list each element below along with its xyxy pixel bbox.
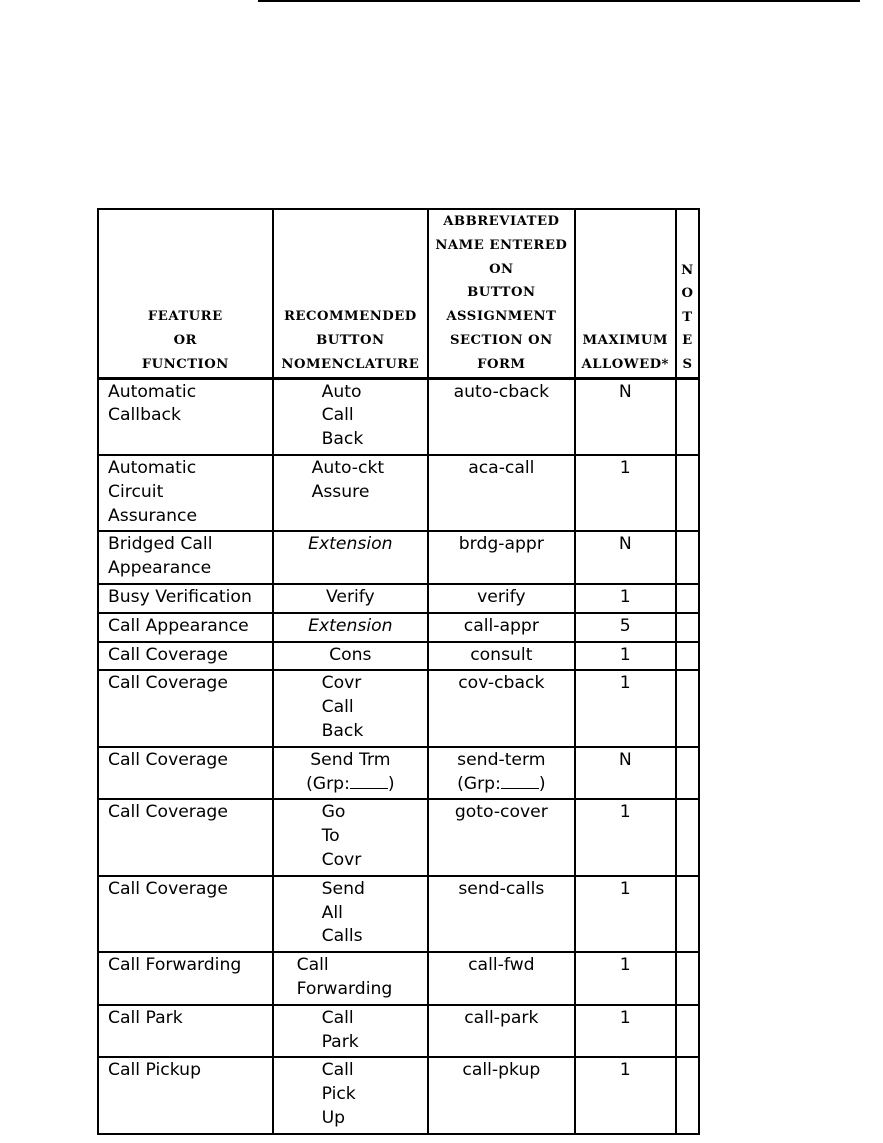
maximum-cell: 1: [575, 670, 676, 746]
table-row: [98, 455, 699, 531]
feature-cell: Call Appearance: [98, 613, 273, 642]
table-row: [98, 378, 699, 455]
notes-cell: [676, 876, 699, 952]
feature-cell: Call Coverage: [98, 747, 273, 800]
nomenclature-cell: Call Forwarding: [273, 952, 429, 1005]
notes-cell: [676, 747, 699, 800]
abbreviated-cell: call-pkup: [428, 1057, 574, 1133]
abbreviated-cell: goto-cover: [428, 799, 574, 875]
feature-cell: Call Pickup: [98, 1057, 273, 1133]
notes-cell: [676, 642, 699, 671]
feature-cell: Automatic Callback: [98, 378, 273, 455]
notes-cell: [676, 378, 699, 455]
abbreviated-cell: send-calls: [428, 876, 574, 952]
notes-cell: [676, 1057, 699, 1133]
abbreviated-cell: call-fwd: [428, 952, 574, 1005]
notes-cell: [676, 584, 699, 613]
blank-line: [501, 774, 539, 789]
feature-cell: Call Park: [98, 1005, 273, 1058]
notes-cell: [676, 613, 699, 642]
maximum-cell: 1: [575, 1005, 676, 1058]
nomenclature-cell: Auto Call Back: [273, 378, 429, 455]
maximum-cell: 1: [575, 952, 676, 1005]
maximum-cell: N: [575, 531, 676, 584]
maximum-cell: 1: [575, 455, 676, 531]
notes-cell: [676, 455, 699, 531]
abbreviated-cell: consult: [428, 642, 574, 671]
table-row: [98, 1057, 699, 1133]
table-row: [98, 613, 699, 642]
nomenclature-cell: Call Park: [273, 1005, 429, 1058]
nomenclature-cell: Cons: [273, 642, 429, 671]
table-row: [98, 531, 699, 584]
abbreviated-cell: call-park: [428, 1005, 574, 1058]
abbreviated-cell: send-term (Grp: ): [428, 747, 574, 800]
notes-cell: [676, 531, 699, 584]
maximum-cell: N: [575, 747, 676, 800]
notes-cell: [676, 670, 699, 746]
maximum-cell: 5: [575, 613, 676, 642]
abbreviated-cell: cov-cback: [428, 670, 574, 746]
feature-cell: Call Coverage: [98, 670, 273, 746]
maximum-cell: 1: [575, 642, 676, 671]
feature-cell: Call Coverage: [98, 876, 273, 952]
feature-cell: Call Coverage: [98, 642, 273, 671]
table-row: [98, 1005, 699, 1058]
nomenclature-cell: Send Trm (Grp: ): [273, 747, 429, 800]
nomenclature-cell: Auto-ckt Assure: [273, 455, 429, 531]
header-abbreviated: ABBREVIATED NAME ENTERED ON BUTTON ASSIGNMENT SECTION ON FORM: [428, 209, 574, 378]
nomenclature-cell: Covr Call Back: [273, 670, 429, 746]
abbreviated-cell: verify: [428, 584, 574, 613]
notes-cell: [676, 952, 699, 1005]
maximum-cell: 1: [575, 799, 676, 875]
feature-cell: Bridged Call Appearance: [98, 531, 273, 584]
table-row: [98, 642, 699, 671]
header-maximum: MAXIMUM ALLOWED*: [575, 209, 676, 378]
blank-line: [350, 774, 388, 789]
abbreviated-cell: brdg-appr: [428, 531, 574, 584]
nomenclature-cell: Extension: [273, 531, 429, 584]
abbreviated-cell: aca-call: [428, 455, 574, 531]
header-nomenclature: RECOMMENDED BUTTON NOMENCLATURE: [273, 209, 429, 378]
table-row: [98, 876, 699, 952]
feature-cell: Automatic Circuit Assurance: [98, 455, 273, 531]
top-rule: [258, 0, 860, 2]
feature-cell: Busy Verification: [98, 584, 273, 613]
table-row: [98, 670, 699, 746]
abbreviated-cell: call-appr: [428, 613, 574, 642]
maximum-cell: 1: [575, 876, 676, 952]
feature-cell: Call Coverage: [98, 799, 273, 875]
nomenclature-cell: Call Pick Up: [273, 1057, 429, 1133]
nomenclature-cell: Verify: [273, 584, 429, 613]
feature-cell: Call Forwarding: [98, 952, 273, 1005]
maximum-cell: N: [575, 378, 676, 455]
header-row: [98, 209, 699, 378]
notes-cell: [676, 799, 699, 875]
nomenclature-cell: Send All Calls: [273, 876, 429, 952]
table-row: [98, 952, 699, 1005]
maximum-cell: 1: [575, 1057, 676, 1133]
header-notes: N O T E S: [676, 209, 699, 378]
button-assignment-table: [97, 208, 700, 1135]
nomenclature-cell: Go To Covr: [273, 799, 429, 875]
abbreviated-cell: auto-cback: [428, 378, 574, 455]
table-row: [98, 747, 699, 800]
header-feature: FEATURE OR FUNCTION: [98, 209, 273, 378]
maximum-cell: 1: [575, 584, 676, 613]
table-row: [98, 584, 699, 613]
nomenclature-cell: Extension: [273, 613, 429, 642]
notes-cell: [676, 1005, 699, 1058]
table-row: [98, 799, 699, 875]
